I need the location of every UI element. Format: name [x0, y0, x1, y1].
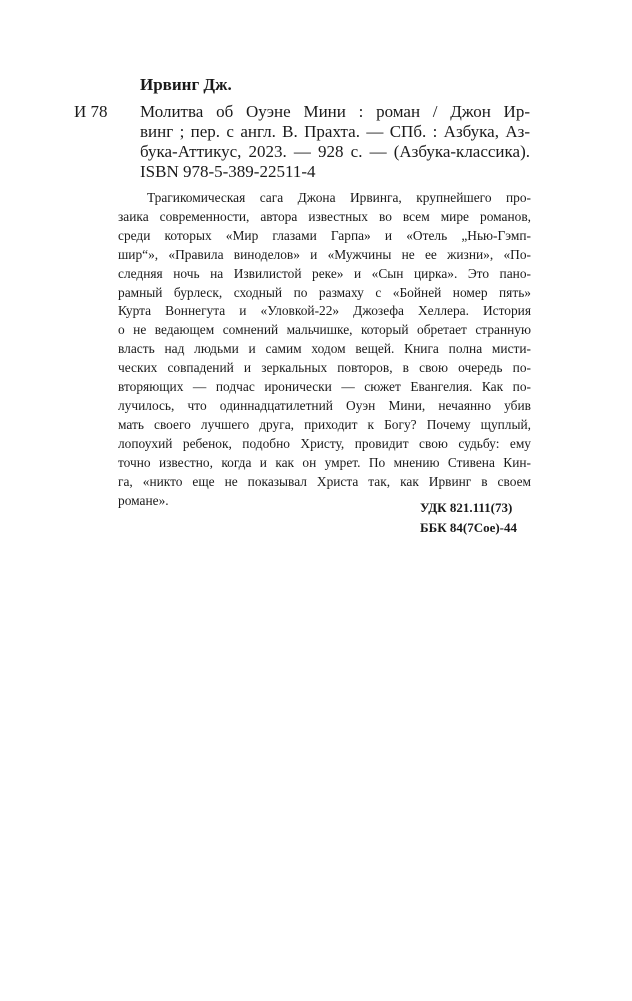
biblio-line: винг ; пер. с англ. В. Прахта. — СПб. : Азбука, Аз-	[140, 122, 530, 141]
author-heading: Ирвинг Дж.	[140, 75, 232, 94]
annotation-line: шир“», «Правила виноделов» и «Мужчины не ее жизни», «По-	[118, 246, 531, 262]
annotation-line: среди которых «Мир глазами Гарпа» и «Отель „Нью-Гэмп-	[118, 227, 531, 243]
annotation-line: следняя ночь на Извилистой реке» и «Сын цирка». Это пано-	[118, 265, 531, 281]
annotation-line: мать своего лучшего друга, приходит к Богу? Почему щуплый,	[118, 416, 531, 432]
bbk-code: ББК 84(7Сое)-44	[420, 519, 518, 535]
annotation-line: ческих совпадений и зеркальных повторов, в свою очередь по-	[118, 360, 531, 376]
biblio-line: Молитва об Оуэне Мини : роман / Джон Ир-	[140, 102, 530, 121]
author-sign-code: И 78	[74, 102, 108, 121]
bibliographic-description	[140, 102, 530, 182]
annotation-line: лучилось, что одиннадцатилетний Оуэн Мини, нечаянно убив	[118, 397, 531, 413]
annotation-line: заика современности, автора известных во всем мире романов,	[118, 208, 531, 224]
annotation-line: вторяющих — подчас иронически — сюжет Евангелия. Как по-	[118, 379, 531, 395]
annotation-line: власть над людьми и самим ходом вещей. Книга полна мисти-	[118, 341, 531, 357]
isbn-line: ISBN 978-5-389-22511-4	[140, 162, 316, 181]
annotation-line: Трагикомическая сага Джона Ирвинга, крупнейшего про-	[147, 190, 531, 205]
annotation-line: лопоухий ребенок, подобно Христу, провидит свою судьбу: ему	[118, 435, 531, 451]
annotation-line: о не ведающем сомнений мальчишке, который обретает странную	[118, 322, 531, 338]
annotation-line: романе».	[118, 492, 169, 508]
annotation-line: Курта Воннегута и «Уловкой-22» Джозефа Хеллера. История	[118, 303, 531, 319]
annotation-text	[118, 189, 531, 510]
annotation-line: га, «никто еще не показывал Христа так, как Ирвинг в своем	[118, 473, 531, 489]
classification-codes	[420, 498, 517, 537]
biblio-line: бука-Аттикус, 2023. — 928 с. — (Азбука-классика).	[140, 142, 530, 161]
annotation-line: точно известно, когда и как он умрет. По мнению Стивена Кин-	[118, 454, 531, 470]
udk-code: УДК 821.111(73)	[420, 500, 513, 515]
annotation-line: рамный бурлеск, сходный по размаху с «Бойней номер пять»	[118, 284, 531, 300]
